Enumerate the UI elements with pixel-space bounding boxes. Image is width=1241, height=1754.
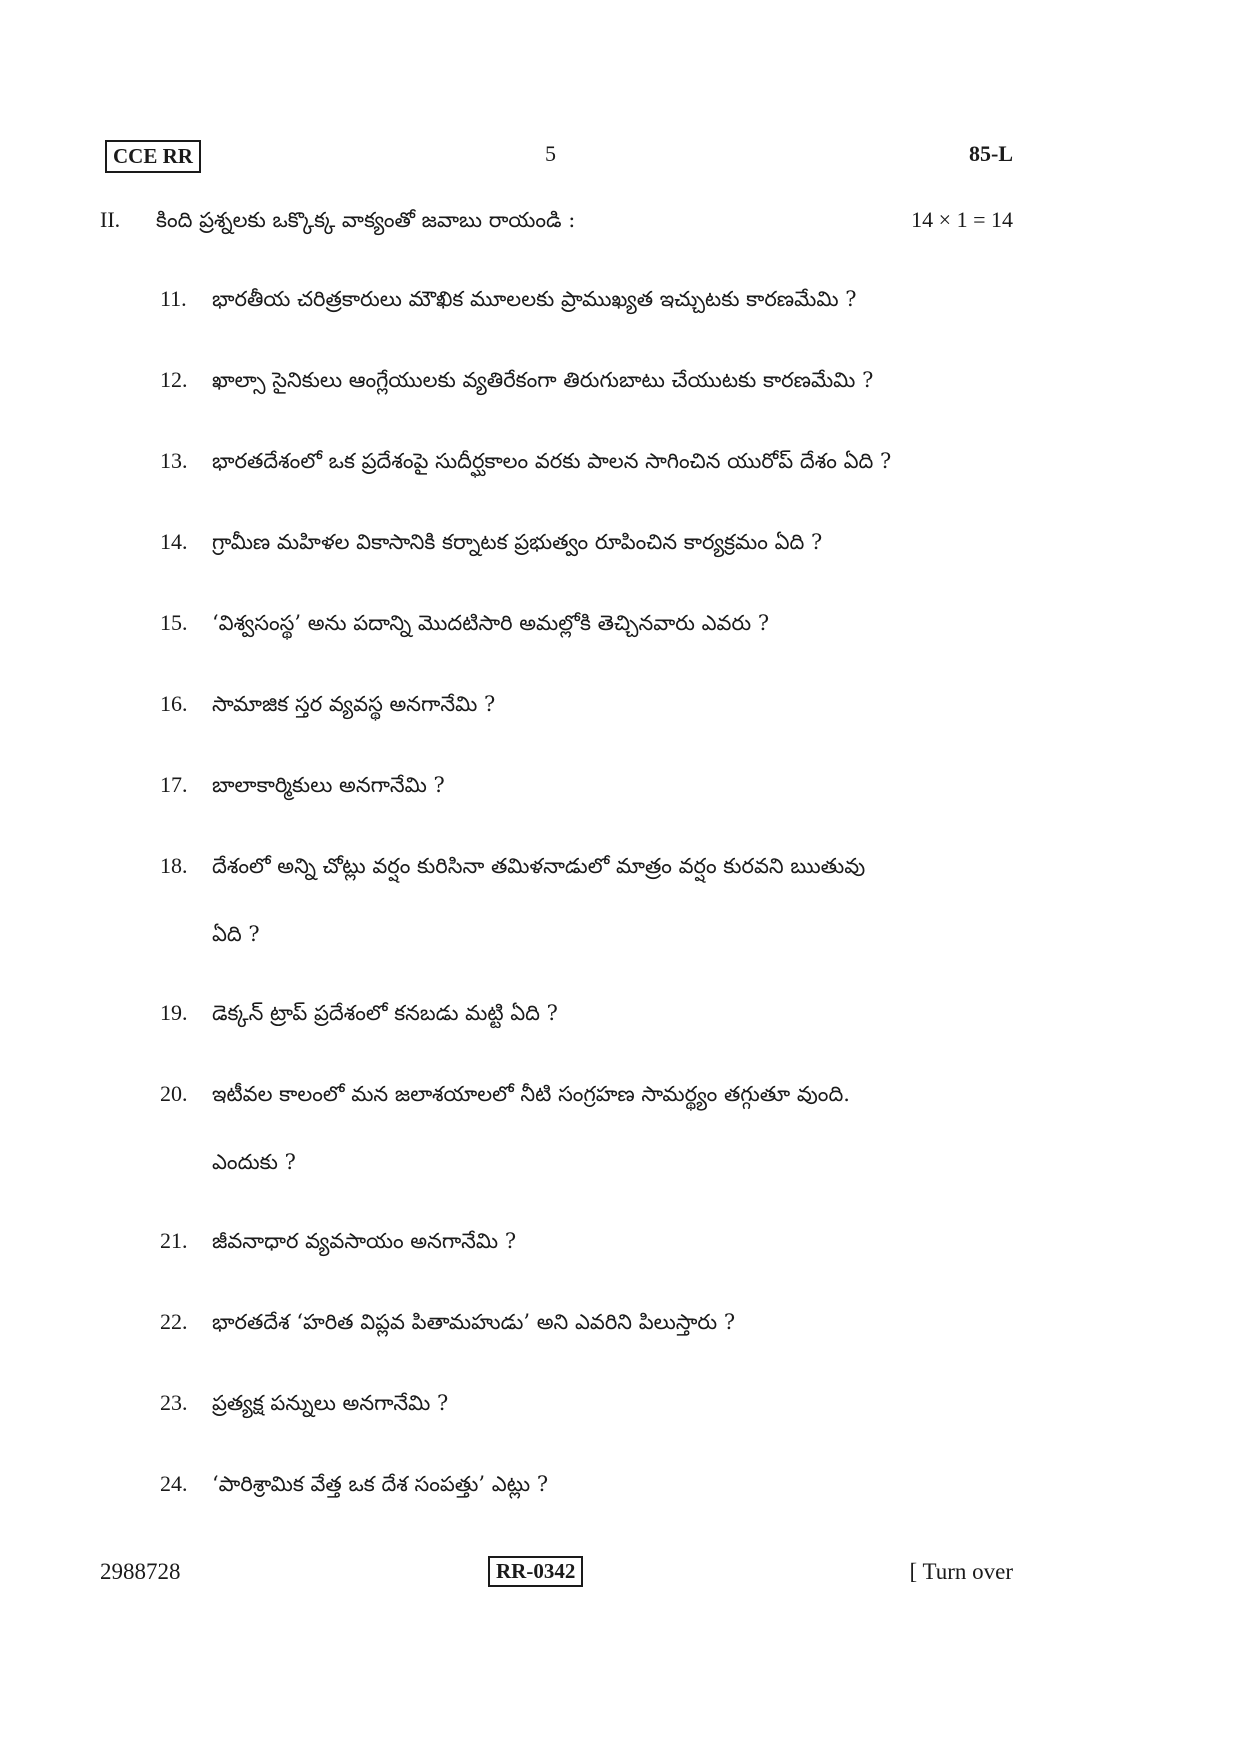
question-text: భారతదేశ ‘హరిత విప్లవ పితామహుడు’ అని ఎవరిని పిలుస్తారు ?	[212, 1310, 736, 1334]
question-number: 21.	[160, 1228, 188, 1253]
question-number: 11.	[160, 286, 187, 311]
section-instruction: కింది ప్రశ్నలకు ఒక్కొక్క వాక్యంతో జవాబు రాయండి :	[156, 208, 576, 232]
question-number: 24.	[160, 1471, 188, 1496]
question-number: 14.	[160, 529, 188, 554]
question-text: డెక్కన్ ట్రాప్ ప్రదేశంలో కనబడు మట్టి ఏది ?	[212, 1001, 558, 1025]
footer-serial-number: 2988728	[100, 1559, 181, 1584]
question-number: 23.	[160, 1390, 188, 1415]
paper-code: 85-L	[969, 141, 1013, 166]
question-text: ‘విశ్వసంస్థ’ అను పదాన్ని మొదటిసారి అమల్లోకి తెచ్చినవారు ఎవరు ?	[212, 611, 770, 635]
section-number: II.	[100, 207, 121, 232]
page-footer	[100, 1556, 1013, 1588]
exam-code-box: CCE RR	[105, 140, 201, 173]
question-number: 22.	[160, 1309, 188, 1334]
question-number: 15.	[160, 610, 188, 635]
question-text: సామాజిక స్తర వ్యవస్థ అనగానేమి ?	[212, 692, 496, 716]
question-text: భారతీయ చరిత్రకారులు మౌఖిక మూలలకు ప్రాముఖ్యత ఇచ్చుటకు కారణమేమి ?	[212, 287, 857, 311]
question-number: 20.	[160, 1081, 188, 1106]
question-number: 19.	[160, 1000, 188, 1025]
question-number: 18.	[160, 853, 188, 878]
question-text: ‘పారిశ్రామిక వేత్త ఒక దేశ సంపత్తు’ ఎట్లు ?	[212, 1472, 549, 1496]
question-number: 12.	[160, 367, 188, 392]
question-text: ప్రత్యక్ష పన్నులు అనగానేమి ?	[212, 1391, 449, 1415]
section-marks: 14 × 1 = 14	[911, 207, 1013, 232]
question-continuation: ఎందుకు ?	[212, 1150, 296, 1174]
footer-booklet-code: RR-0342	[488, 1556, 583, 1587]
page-number: 5	[545, 141, 556, 166]
question-text: దేశంలో అన్ని చోట్లు వర్షం కురిసినా తమిళనాడులో మాత్రం వర్షం కురవని ఋతువు	[212, 854, 866, 878]
question-number: 17.	[160, 772, 188, 797]
question-continuation: ఏది ?	[212, 922, 260, 946]
question-text: ఖాల్సా సైనికులు ఆంగ్లేయులకు వ్యతిరేకంగా తిరుగుబాటు చేయుటకు కారణమేమి ?	[212, 368, 874, 392]
question-number: 13.	[160, 448, 188, 473]
question-text: బాలాకార్మికులు అనగానేమి ?	[212, 773, 445, 797]
question-number: 16.	[160, 691, 188, 716]
turn-over-note: [ Turn over	[909, 1559, 1013, 1584]
question-text: భారతదేశంలో ఒక ప్రదేశంపై సుదీర్ఘకాలం వరకు పాలన సాగించిన యురోప్ దేశం ఏది ?	[212, 449, 892, 473]
question-text: ఇటీవల కాలంలో మన జలాశయాలలో నీటి సంగ్రహణ సామర్థ్యం తగ్గుతూ వుంది.	[212, 1082, 850, 1106]
question-text: జీవనాధార వ్యవసాయం అనగానేమి ?	[212, 1229, 517, 1253]
section-heading	[100, 204, 1013, 236]
page-header	[105, 140, 1013, 176]
question-text: గ్రామీణ మహిళల వికాసానికి కర్నాటక ప్రభుత్వం రూపించిన కార్యక్రమం ఏది ?	[212, 530, 823, 554]
